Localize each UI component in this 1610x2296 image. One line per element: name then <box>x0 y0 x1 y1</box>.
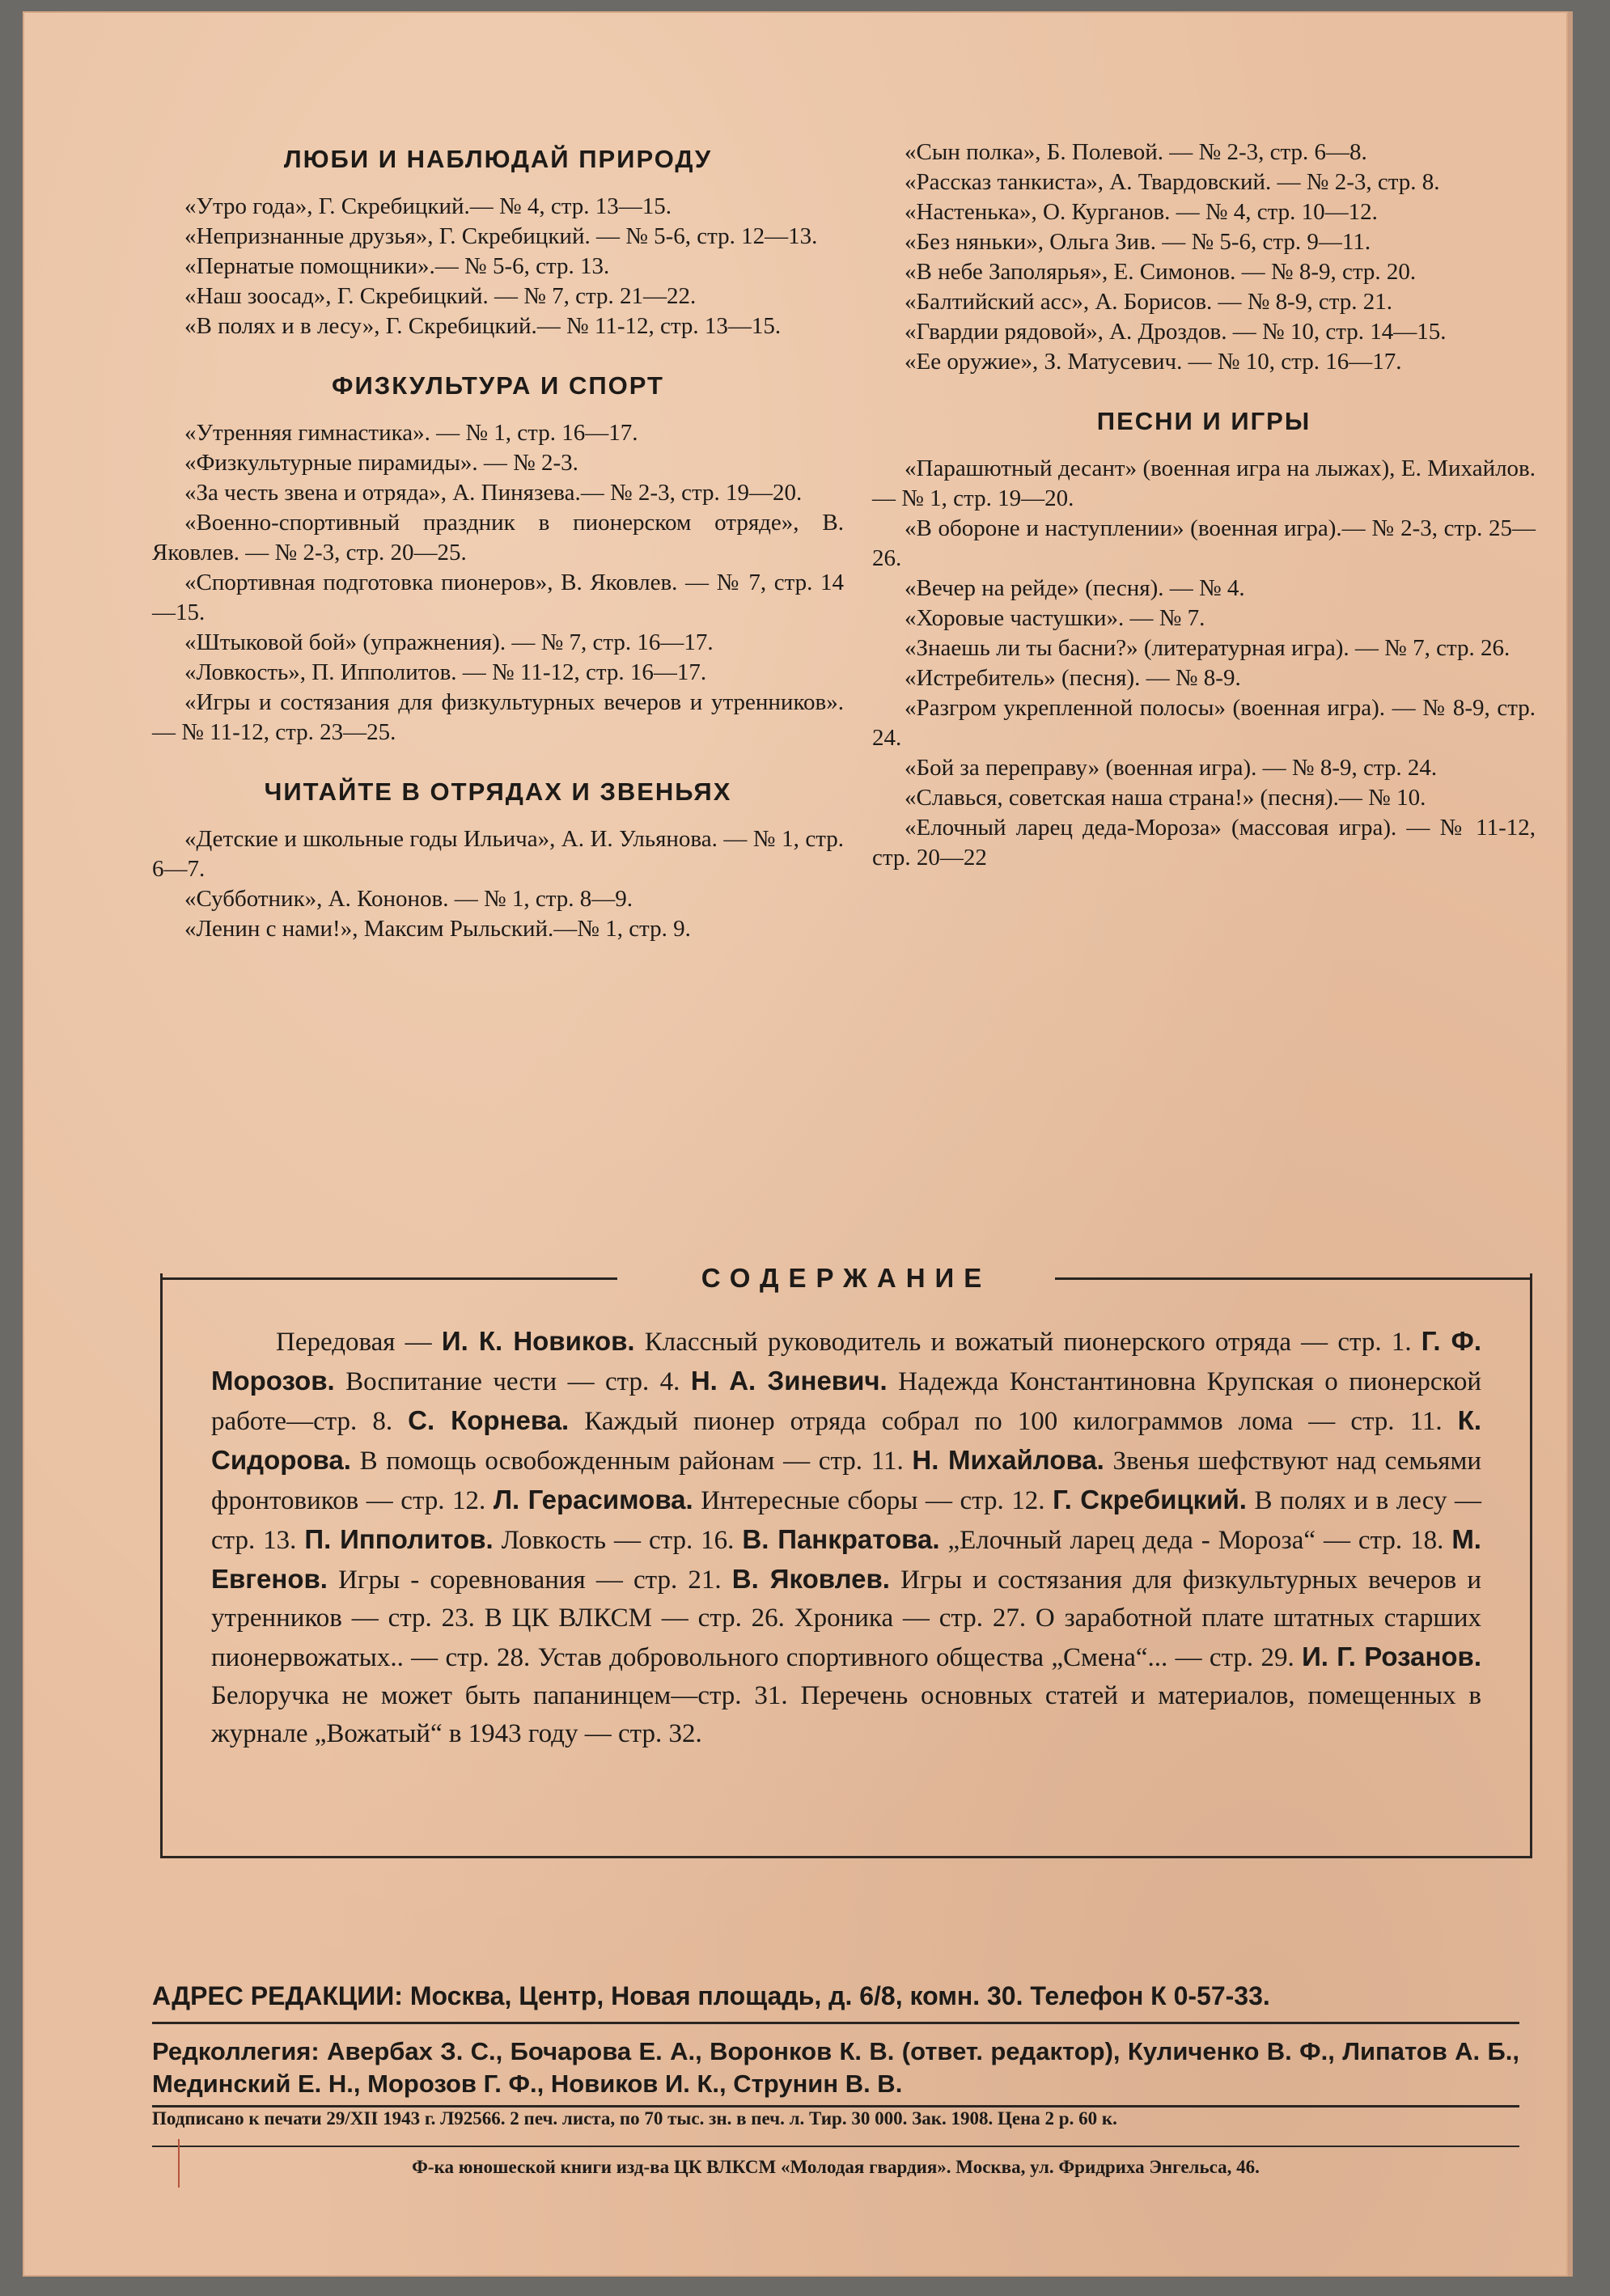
index-entry: «Субботник», А. Кононов. — № 1, стр. 8—9. <box>184 886 633 912</box>
index-entry: «Елочный ларец деда-Мороза» (массовая игра). — № 11-12, стр. 20—22 <box>872 815 1536 871</box>
index-entry: «Утренняя гимнастика». — № 1, стр. 16—17. <box>184 420 638 446</box>
index-entry: «Наш зоосад», Г. Скребицкий. — № 7, стр. 21—22. <box>184 283 697 309</box>
footer-rule-1 <box>152 2022 1519 2024</box>
printer-info: Ф-ка юношеской книги изд-ва ЦК ВЛКСМ «Молодая гвардия». Москва, ул. Фридриха Энгельса, 46. <box>412 2157 1260 2177</box>
contents-author: В. Панкратова. <box>742 1524 940 1554</box>
contents-author: Г. Скребицкий. <box>1053 1485 1247 1514</box>
contents-segment: В помощь освобожденным районам — стр. 11. <box>350 1447 913 1476</box>
index-entry: «Гвардии рядовой», А. Дроздов. — № 10, стр. 14—15. <box>905 319 1447 345</box>
contents-segment: Передовая — <box>276 1328 442 1357</box>
section-gap <box>152 748 844 765</box>
index-entry: «Без няньки», Ольга Зив. — № 5-6, стр. 9—11. <box>905 229 1371 255</box>
index-entry: «Утро года», Г. Скребицкий.— № 4, стр. 13—15. <box>184 193 672 219</box>
index-entry: «Ленин с нами!», Максим Рыльский.—№ 1, стр. 9. <box>184 916 691 942</box>
index-entry: «Игры и состязания для физкультурных вечеров и утренников». — № 11-12, стр. 23—25. <box>152 689 844 745</box>
contents-title: СОДЕРЖАНИЕ <box>701 1263 992 1293</box>
index-entry: «Детские и школьные годы Ильича», А. И. Ульянова. — № 1, стр. 6—7. <box>152 826 844 882</box>
index-entry: «Истребитель» (песня). — № 8-9. <box>905 665 1241 691</box>
section-gap <box>152 341 844 359</box>
right-column <box>872 138 1536 891</box>
index-entry: «Парашютный десант» (военная игра на лыжах), Е. Михайлов. — № 1, стр. 19—20. <box>872 455 1536 511</box>
contents-segment: Белоручка не может быть папанинцем—стр. 31. Перечень основных статей и материалов, помещенных в журнале „Вожатый“ в 1943 году — стр. 32. <box>211 1681 1481 1748</box>
contents-author: Н. А. Зиневич. <box>690 1366 888 1396</box>
index-entry: «За честь звена и отряда», А. Пинязева.— № 2-3, стр. 19—20. <box>184 480 803 506</box>
contents-segment: „Елочный ларец деда - Мороза“ — стр. 18. <box>939 1526 1452 1555</box>
section-heading: ПЕСНИ И ИГРЫ <box>1096 407 1311 435</box>
index-entry: «Военно-спортивный праздник в пионерском отряде», В. Яковлев. — № 2-3, стр. 20—25. <box>152 510 844 566</box>
index-entry: «Ловкость», П. Ипполитов. — № 11-12, стр. 16—17. <box>184 659 707 685</box>
index-entry: «Бой за переправу» (военная игра). — № 8-9, стр. 24. <box>905 755 1438 781</box>
contents-text <box>211 1322 1481 1753</box>
index-entry: «Славься, советская наша страна!» (песня).— № 10. <box>905 785 1426 811</box>
contents-author: Н. Михайлова. <box>912 1445 1104 1475</box>
index-entry: «Физкультурные пирамиды». — № 2-3. <box>184 450 578 476</box>
section-gap <box>872 377 1536 395</box>
contents-author: С. Корнева. <box>408 1405 570 1435</box>
index-entry: «Разгром укрепленной полосы» (военная игра). — № 8-9, стр. 24. <box>872 695 1536 751</box>
section-gap <box>872 873 1536 891</box>
index-entry: «Сын полка», Б. Полевой. — № 2-3, стр. 6—8. <box>905 139 1367 165</box>
index-entry: «В обороне и наступлении» (военная игра).— № 2-3, стр. 25—26. <box>872 515 1536 571</box>
index-entry: «В полях и в лесу», Г. Скребицкий.— № 11-12, стр. 13—15. <box>184 313 782 339</box>
contents-author: И. К. Новиков. <box>441 1326 635 1356</box>
contents-segment: Каждый пионер отряда собрал по 100 килограммов лома — стр. 11. <box>569 1407 1458 1436</box>
index-entry: «Вечер на рейде» (песня). — № 4. <box>905 575 1245 601</box>
footer-rule-2 <box>152 2105 1519 2107</box>
contents-segment: Звенья шефствуют над семьями фронтовиков — стр. 12. <box>211 1447 1481 1515</box>
contents-segment: Воспитание чести — стр. 4. <box>334 1367 691 1396</box>
index-entry: «Непризнанные друзья», Г. Скребицкий. — № 5-6, стр. 12—13. <box>184 223 818 249</box>
margin-mark <box>178 2139 180 2188</box>
editorial-address: АДРЕС РЕДАКЦИИ: Москва, Центр, Новая площадь, д. 6/8, комн. 30. Телефон К 0-57-33. <box>152 1981 1270 2010</box>
index-entry: «Ее оружие», З. Матусевич. — № 10, стр. 16—17. <box>905 349 1402 375</box>
section-gap <box>152 944 844 962</box>
print-details: Подписано к печати 29/XII 1943 г. Л92566. 2 печ. листа, по 70 тыс. зн. в печ. л. Тир. 30 000. Зак. 1908. Цена 2 р. 60 к. <box>152 2108 1117 2129</box>
index-entry: «Штыковой бой» (упражнения). — № 7, стр. 16—17. <box>184 629 714 655</box>
index-entry: «Хоровые частушки». — № 7. <box>905 605 1205 631</box>
contents-segment: Игры и состязания для физкультурных вечеров и утренников — стр. 23. В ЦК ВЛКСМ — стр. 26. Хроника — стр. 27. О заработной плате штатных старших пионервожатых.. — стр. 28. Устав добровольного спортивного общества „Смена“... — стр. 29. <box>211 1565 1481 1672</box>
index-entry: «Пернатые помощники».— № 5-6, стр. 13. <box>184 253 610 279</box>
index-entry: «Спортивная подготовка пионеров», В. Яковлев. — № 7, стр. 14—15. <box>152 570 844 625</box>
magazine-back-page <box>23 11 1568 2277</box>
index-entry: «Настенька», О. Курганов. — № 4, стр. 10—12. <box>905 199 1378 225</box>
footer-rule-3 <box>152 2146 1519 2147</box>
section-heading: ЧИТАЙТЕ В ОТРЯДАХ И ЗВЕНЬЯХ <box>264 777 732 806</box>
index-entry: «В небе Заполярья», Е. Симонов. — № 8-9, стр. 20. <box>905 259 1417 285</box>
contents-author: М. Евгенов. <box>211 1524 1481 1594</box>
contents-segment: Классный руководитель и вожатый пионерского отряда — стр. 1. <box>634 1328 1421 1357</box>
contents-author: В. Яковлев. <box>731 1564 890 1594</box>
contents-segment: В полях и в лесу — стр. 13. <box>211 1486 1481 1555</box>
contents-box <box>160 1273 1532 1858</box>
contents-segment: Интересные сборы — стр. 12. <box>693 1486 1053 1515</box>
left-column <box>152 133 844 962</box>
contents-author: И. Г. Розанов. <box>1302 1642 1481 1671</box>
index-entry: «Знаешь ли ты басни?» (литературная игра). — № 7, стр. 26. <box>905 635 1510 661</box>
contents-author: П. Ипполитов. <box>304 1524 494 1554</box>
editorial-board: Редколлегия: Авербах З. С., Бочарова Е. А., Воронков К. В. (ответ. редактор), Куличенко В. Ф., Липатов А. Б., Мединский Е. Н., Морозов Г. Ф., Новиков И. К., Струнин В. В. <box>152 2037 1519 2098</box>
contents-segment: Надежда Константиновна Крупская о пионерской работе—стр. 8. <box>211 1367 1481 1436</box>
contents-author: Л. Герасимова. <box>493 1485 693 1514</box>
contents-author: Г. Ф. Морозов. <box>211 1326 1481 1396</box>
index-entry: «Рассказ танкиста», А. Твардовский. — № 2-3, стр. 8. <box>905 169 1440 195</box>
section-heading: ФИЗКУЛЬТУРА И СПОРТ <box>332 371 664 400</box>
contents-author: К. Сидорова. <box>211 1405 1481 1475</box>
index-entry: «Балтийский асс», А. Борисов. — № 8-9, стр. 21. <box>905 289 1392 315</box>
section-heading: ЛЮБИ И НАБЛЮДАЙ ПРИРОДУ <box>283 145 713 173</box>
contents-segment: Игры - соревнования — стр. 21. <box>327 1565 732 1595</box>
contents-segment: Ловкость — стр. 16. <box>493 1526 743 1555</box>
